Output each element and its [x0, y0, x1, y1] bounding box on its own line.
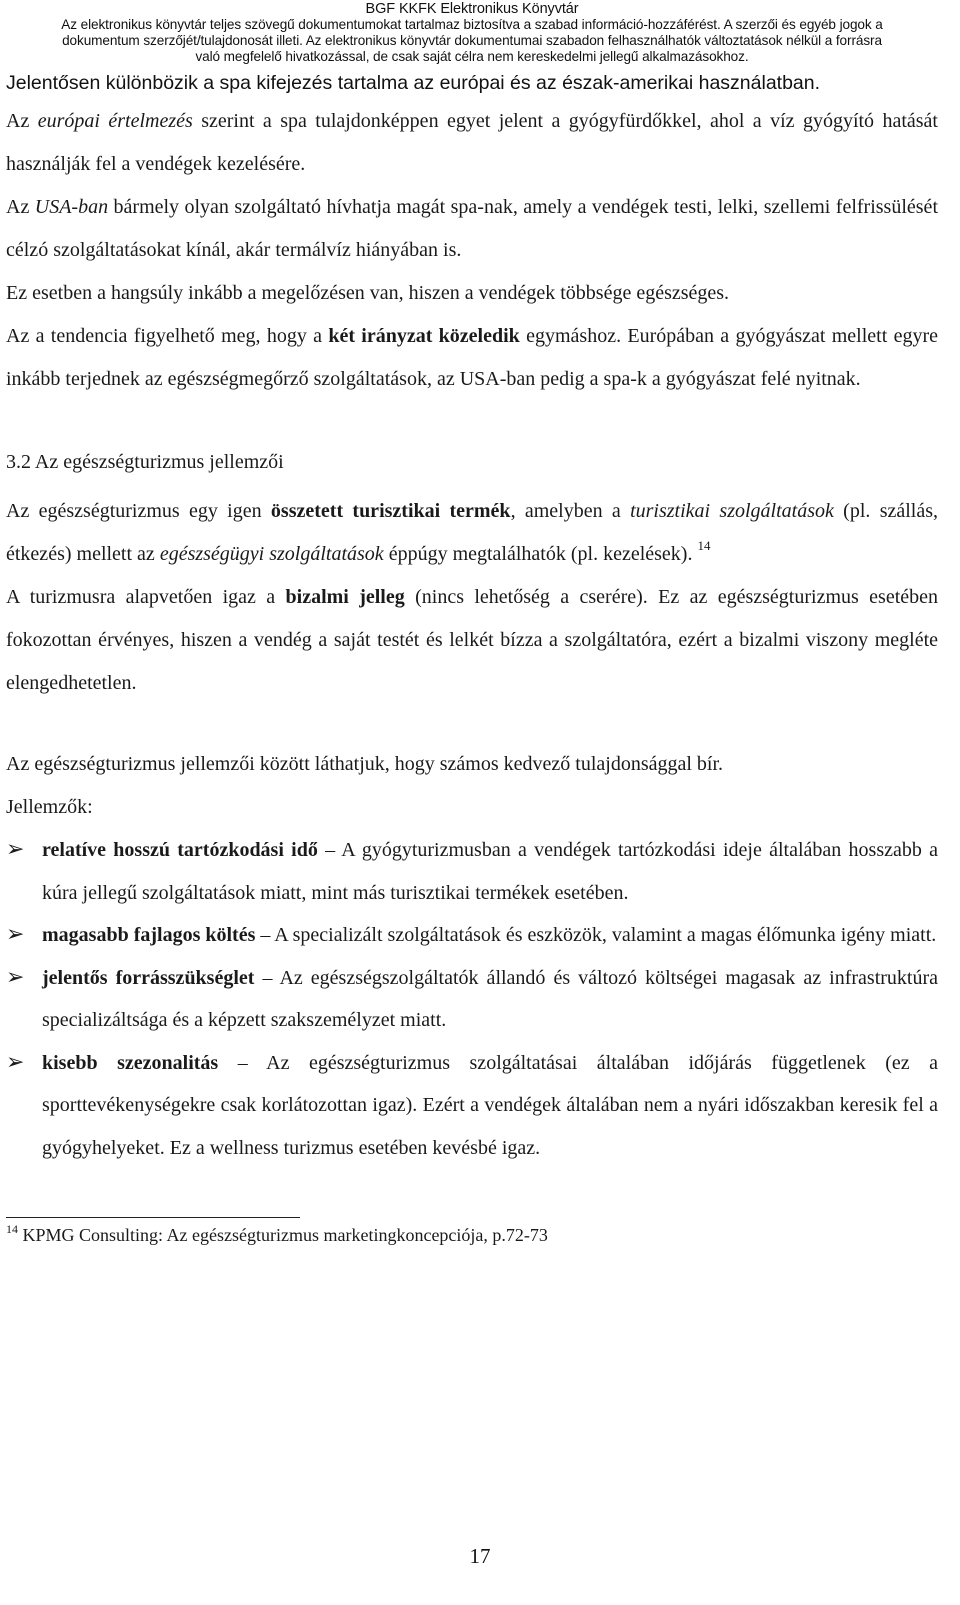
text-run: Az egészségturizmus egy igen — [6, 500, 271, 522]
page-number: 17 — [469, 1544, 491, 1568]
paragraph-health-tourism — [6, 490, 938, 576]
text-run: Az a tendencia figyelhető meg, hogy a — [6, 325, 329, 347]
footnote-text: KPMG Consulting: Az egészségturizmus marketingkoncepciója, p.72-73 — [18, 1225, 548, 1245]
text-run: Az — [6, 110, 38, 132]
footnote-divider — [6, 1217, 300, 1218]
arrowhead-bullet-icon: ➢ — [6, 837, 25, 862]
emphasis: európai értelmezés — [37, 110, 193, 132]
text-run: éppúgy megtalálhatók (pl. kezelések). — [383, 543, 698, 565]
emphasis: USA-ban — [34, 196, 109, 218]
text-run: – Az egészségszolgáltatók állandó és változó költségei magasak az infrastruktúra specializáltsága és a képzett szakszemélyzet miatt. — [42, 966, 938, 1031]
banner-title: BGF KKFK Elektronikus Könyvtár — [365, 1, 579, 17]
banner-line: dokumentum szerzőjét/tulajdonosát illeti. Az elektronikus könyvtár dokumentumai szabadon felhasználhatók változtatások nélkül a forrásra — [62, 33, 882, 48]
text-run: (nincs lehetőség a cserére). Ez az egészségturizmus esetében fokozottan érvényes, hiszen a vendég a saját testét és lelkét bízza a szolgáltatóra, ezért a bizalmi viszony megléte elengedhetetlen. — [6, 586, 938, 694]
text-run: , amelyben a — [510, 500, 631, 522]
list-item — [6, 1042, 938, 1170]
emphasis: turisztikai szolgáltatások — [630, 500, 834, 522]
section-heading: 3.2 Az egészségturizmus jellemzői — [6, 451, 284, 473]
text-run: bármely olyan szolgáltató hívhatja magát spa-nak, amely a vendégek testi, lelki, szellemi felfrissülését célzó szolgáltatásokat kínál, akár termálvíz hiányában is. — [6, 196, 938, 261]
text-run: – A specializált szolgáltatások és eszközök, valamint a magas élőmunka igény miatt. — [255, 924, 937, 946]
text-run: (pl. szállás, étkezés) mellett az — [6, 500, 939, 565]
banner-line: való megfelelő hivatkozással, de csak saját célra nem kereskedelmi jellegű alkalmazásokhoz. — [195, 49, 749, 64]
library-banner — [6, 0, 938, 65]
arrowhead-bullet-icon: ➢ — [6, 922, 25, 947]
bold-term: két irányzat közeledik — [328, 325, 520, 347]
bold-term: jelentős forrásszükséglet — [42, 966, 255, 989]
banner-line: Az elektronikus könyvtár teljes szövegű dokumentumokat tartalmaz biztosítva a szabad információ-hozzáférést. A szerzői és egyéb jogok a — [61, 17, 883, 32]
list-item — [6, 957, 938, 1042]
bold-term: összetett turisztikai termék — [270, 500, 511, 522]
text-run: Az — [6, 196, 35, 218]
bold-term: bizalmi jelleg — [285, 586, 405, 608]
emphasis: egészségügyi szolgáltatások — [159, 543, 384, 565]
bold-term: kisebb szezonalitás — [42, 1051, 219, 1074]
footnote-ref[interactable]: 14 — [697, 538, 711, 553]
footnote-number: 14 — [6, 1222, 18, 1236]
paragraph-usa — [6, 186, 938, 272]
bold-term: relatíve hosszú tartózkodási idő — [42, 839, 318, 861]
text-run: – Az egészségturizmus szolgáltatásai általában időjárás függetlenek (ez a sporttevékenységekre csak korlátozottan igaz). Ezért a vendégek általában nem a nyári időszakban keresik fel a gyógyhelyeket. Ez a wellness turizmus esetében kevésbé igaz. — [42, 1051, 939, 1159]
text-run: A turizmusra alapvetően igaz a — [6, 586, 286, 608]
paragraph-prevention: Ez esetben a hangsúly inkább a megelőzésen van, hiszen a vendégek többsége egészséges. — [6, 282, 730, 304]
list-item — [6, 914, 938, 957]
text-run: szerint a spa tulajdonképpen egyet jelent a gyógyfürdőkkel, ahol a víz gyógyító hatását használják fel a vendégek kezelésére. — [6, 110, 938, 175]
bold-term: magasabb fajlagos költés — [42, 924, 256, 946]
intro-sentence: Jelentősen különbözik a spa kifejezés tartalma az európai és az észak-amerikai használatban. — [6, 72, 821, 94]
document-body — [6, 100, 938, 1248]
arrowhead-bullet-icon: ➢ — [6, 1049, 25, 1075]
arrowhead-bullet-icon: ➢ — [6, 964, 25, 990]
features-label: Jellemzők: — [6, 796, 93, 818]
footnote — [6, 1222, 938, 1248]
list-item — [6, 829, 938, 914]
text-run: egymáshoz. Európában a gyógyászat mellett egyre inkább terjednek az egészségmegőrző szolgáltatások, az USA-ban pedig a spa-k a gyógyászat felé nyitnak. — [6, 325, 938, 390]
feature-list — [6, 829, 938, 1169]
paragraph-europe — [6, 100, 938, 186]
paragraph-features-intro: Az egészségturizmus jellemzői között láthatjuk, hogy számos kedvező tulajdonsággal bír. — [6, 753, 724, 775]
paragraph-trust — [6, 576, 938, 705]
paragraph-trend — [6, 315, 938, 401]
text-run: – A gyógyturizmusban a vendégek tartózkodási ideje általában hosszabb a kúra jellegű szolgáltatások miatt, mint más turisztikai termékek esetében. — [42, 839, 938, 904]
